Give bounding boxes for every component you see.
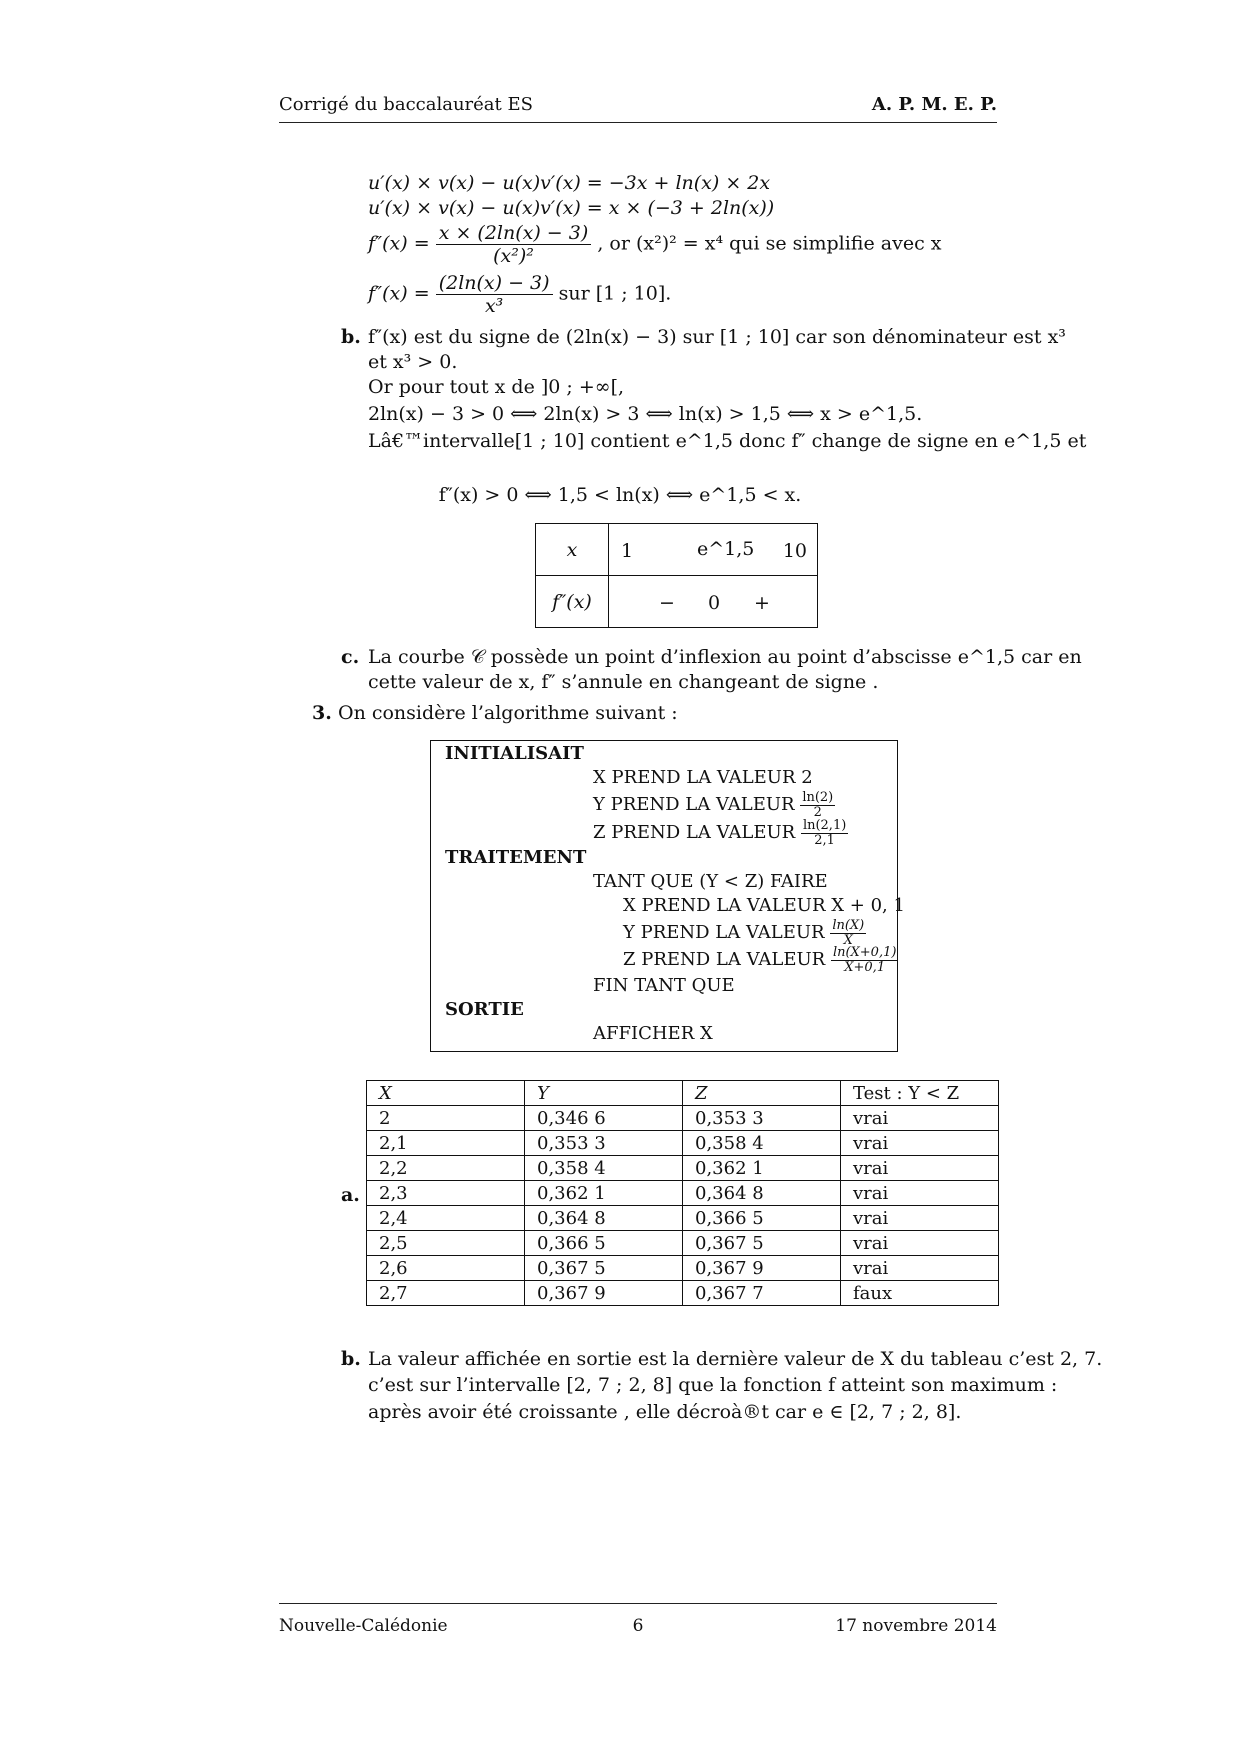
cell-z: 0,358 4 — [683, 1131, 841, 1156]
algo-z-init-num: ln(2,1) — [802, 818, 847, 833]
part-3b-label: b. — [341, 1348, 361, 1370]
cell-z: 0,367 5 — [683, 1231, 841, 1256]
sign-table — [535, 523, 818, 628]
algo-init-heading: INITIALISAIT — [445, 743, 584, 764]
cell-test: faux — [841, 1281, 999, 1306]
x-value-1: 1 — [621, 540, 634, 562]
part-b-line-5: Lâ€™intervalle[1 ; 10] contient e^1,5 donc f″ change de signe en e^1,5 et — [368, 430, 1087, 452]
algo-x-loop: X PREND LA VALEUR X + 0, 1 — [623, 895, 905, 916]
cell-y: 0,358 4 — [525, 1156, 683, 1181]
cell-test: vrai — [841, 1256, 999, 1281]
f3-fraction — [436, 272, 553, 317]
algo-z-init-text: Z PREND LA VALEUR — [593, 822, 796, 843]
cell-y: 0,367 5 — [525, 1256, 683, 1281]
header-test: Test : Y < Z — [841, 1081, 999, 1106]
table-row — [367, 1131, 999, 1156]
f2-lhs: f″(x) = — [368, 232, 430, 255]
footer-location: Nouvelle-Calédonie — [279, 1616, 448, 1636]
page-footer — [279, 1603, 997, 1636]
cell-test: vrai — [841, 1231, 999, 1256]
sign-minus: − — [659, 592, 675, 614]
header-y: Y — [525, 1081, 683, 1106]
sign-table-x-label: x — [536, 524, 609, 576]
cell-y: 0,353 3 — [525, 1131, 683, 1156]
cell-y: 0,362 1 — [525, 1181, 683, 1206]
table-row — [367, 1206, 999, 1231]
algo-y-loop — [623, 919, 866, 947]
table-row — [367, 1156, 999, 1181]
f2-remark: , or (x²)² = x⁴ qui se simplifie avec x — [597, 232, 942, 255]
algo-y-loop-fraction — [830, 919, 866, 947]
part-c-label: c. — [341, 646, 360, 668]
sign-plus: + — [754, 592, 770, 614]
x-value-e15: e^1,5 — [697, 538, 755, 560]
algo-end-while: FIN TANT QUE — [593, 975, 735, 996]
cell-test: vrai — [841, 1156, 999, 1181]
table-row — [367, 1281, 999, 1306]
simplified-second-derivative — [368, 272, 671, 317]
sign-table-row-f2 — [536, 576, 818, 628]
second-derivative-formula — [368, 222, 941, 267]
table-row — [367, 1181, 999, 1206]
table-row — [367, 1231, 999, 1256]
algo-y-init-num: ln(2) — [802, 790, 834, 805]
derivative-line-1: u′(x) × v(x) − u(x)v′(x) = −3x + ln(x) × 2x — [368, 172, 771, 194]
algo-z-init-den: 2,1 — [814, 833, 835, 848]
cell-test: vrai — [841, 1181, 999, 1206]
algo-y-init — [593, 791, 835, 819]
sign-table-row-x — [536, 524, 818, 576]
algo-z-init — [593, 819, 848, 847]
algo-y-loop-den: X — [843, 933, 853, 948]
algo-sortie-heading: SORTIE — [445, 999, 524, 1020]
cell-x: 2,4 — [367, 1206, 525, 1231]
algo-while: TANT QUE (Y < Z) FAIRE — [593, 871, 828, 892]
cell-x: 2 — [367, 1106, 525, 1131]
table-row — [367, 1256, 999, 1281]
algo-afficher: AFFICHER X — [593, 1023, 713, 1044]
cell-z: 0,366 5 — [683, 1206, 841, 1231]
sign-table-f2-label: f″(x) — [536, 576, 609, 628]
cell-z: 0,364 8 — [683, 1181, 841, 1206]
part-3b-line-3: après avoir été croissante , elle décroà®t car e ∈ [2, 7 ; 2, 8]. — [368, 1401, 962, 1423]
f2-fraction — [436, 222, 592, 267]
part-c-line-2: cette valeur de x, f″ s’annule en changeant de signe . — [368, 671, 879, 693]
header-z: Z — [683, 1081, 841, 1106]
cell-x: 2,1 — [367, 1131, 525, 1156]
cell-x: 2,3 — [367, 1181, 525, 1206]
algo-z-loop-fraction — [831, 946, 899, 974]
part-b-label: b. — [341, 326, 361, 348]
part-b-line-2: et x³ > 0. — [368, 351, 458, 373]
page-header — [279, 94, 997, 123]
part-b-line-1: f″(x) est du signe de (2ln(x) − 3) sur [1 ; 10] car son dénominateur est x³ — [368, 326, 1066, 348]
part-3a-label: a. — [341, 1184, 360, 1206]
algo-y-loop-num: ln(X) — [832, 918, 865, 933]
cell-test: vrai — [841, 1106, 999, 1131]
f3-denominator: x³ — [484, 295, 504, 317]
algo-y-init-text: Y PREND LA VALEUR — [593, 794, 795, 815]
cell-y: 0,366 5 — [525, 1231, 683, 1256]
algo-z-loop-num: ln(X+0,1) — [832, 945, 897, 960]
part-b-line-4: 2ln(x) − 3 > 0 ⟺ 2ln(x) > 3 ⟺ ln(x) > 1,5 ⟺ x > e^1,5. — [368, 403, 923, 425]
algo-z-loop-den: X+0,1 — [844, 960, 886, 975]
values-table — [366, 1080, 999, 1306]
derivative-line-2: u′(x) × v(x) − u(x)v′(x) = x × (−3 + 2ln(x)) — [368, 197, 775, 219]
algo-y-init-fraction — [800, 791, 835, 819]
part-3b-line-1: La valeur affichée en sortie est la dernière valeur de X du tableau c’est 2, 7. — [368, 1348, 1103, 1370]
part-b-equivalence: f″(x) > 0 ⟺ 1,5 < ln(x) ⟺ e^1,5 < x. — [438, 484, 802, 506]
algo-x-init: X PREND LA VALEUR 2 — [593, 767, 813, 788]
cell-x: 2,7 — [367, 1281, 525, 1306]
algorithm-box — [430, 740, 905, 1052]
part-b-line-3: Or pour tout x de ]0 ; +∞[, — [368, 376, 625, 398]
table-row — [367, 1106, 999, 1131]
f3-lhs: f″(x) = — [368, 282, 430, 305]
f3-numerator: (2ln(x) − 3) — [436, 272, 553, 295]
algo-traitement-heading: TRAITEMENT — [445, 847, 587, 868]
f3-interval: sur [1 ; 10]. — [558, 282, 672, 305]
header-x: X — [367, 1081, 525, 1106]
part-c-line-1: La courbe 𝒞 possède un point d’inflexion au point d’abscisse e^1,5 car en — [368, 646, 1082, 668]
algo-z-loop-text: Z PREND LA VALEUR — [623, 949, 826, 970]
part-3-intro: On considère l’algorithme suivant : — [338, 702, 678, 724]
f2-numerator: x × (2ln(x) − 3) — [436, 222, 592, 245]
cell-y: 0,346 6 — [525, 1106, 683, 1131]
footer-date: 17 novembre 2014 — [835, 1616, 997, 1636]
sign-zero: 0 — [708, 592, 721, 614]
cell-z: 0,353 3 — [683, 1106, 841, 1131]
cell-x: 2,5 — [367, 1231, 525, 1256]
algo-y-init-den: 2 — [813, 805, 822, 820]
cell-x: 2,2 — [367, 1156, 525, 1181]
sign-table-f2-signs — [609, 576, 818, 628]
cell-z: 0,367 9 — [683, 1256, 841, 1281]
cell-z: 0,362 1 — [683, 1156, 841, 1181]
cell-y: 0,367 9 — [525, 1281, 683, 1306]
sign-table-x-values — [609, 524, 818, 576]
cell-y: 0,364 8 — [525, 1206, 683, 1231]
header-title: Corrigé du baccalauréat ES — [279, 94, 533, 115]
part-3b-line-2: c’est sur l’intervalle [2, 7 ; 2, 8] que la fonction f atteint son maximum : — [368, 1374, 1058, 1396]
cell-z: 0,367 7 — [683, 1281, 841, 1306]
values-table-header — [367, 1081, 999, 1106]
f2-denominator: (x²)² — [493, 245, 534, 267]
cell-x: 2,6 — [367, 1256, 525, 1281]
header-association: A. P. M. E. P. — [871, 94, 997, 115]
x-value-10: 10 — [782, 540, 807, 562]
footer-page-number: 6 — [632, 1616, 644, 1636]
algo-y-loop-text: Y PREND LA VALEUR — [623, 922, 825, 943]
algo-z-init-fraction — [801, 819, 848, 847]
part-3-label: 3. — [312, 702, 332, 724]
algo-z-loop — [623, 946, 898, 974]
cell-test: vrai — [841, 1131, 999, 1156]
cell-test: vrai — [841, 1206, 999, 1231]
